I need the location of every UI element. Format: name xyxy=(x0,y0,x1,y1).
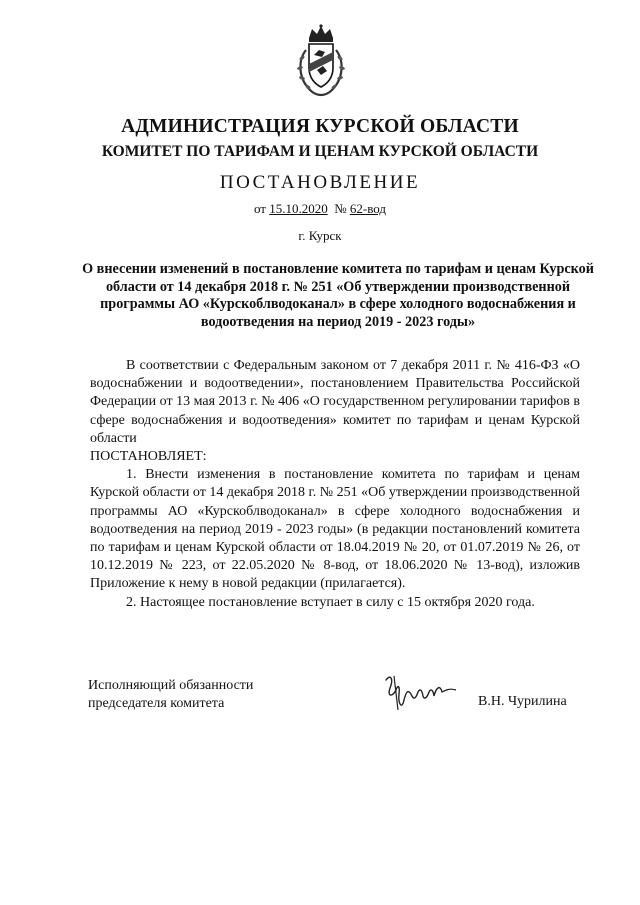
number-prefix: № xyxy=(327,201,350,216)
item-1-paragraph: 1. Внести изменения в постановление комитета по тарифам и ценам Курской области от 14 декабря 2018 г. № 251 «Об утверждении производственной программы АО «Курскоблводоканал» в сфере холодного водоснабжения и водоотведения на период 2019 - 2023 годы» (в редакции постановлений комитета по тарифам и ценам Курской области от 18.04.2019 № 20, от 01.07.2019 № 26, от 10.12.2019 № 223, от 22.05.2020 № 8-вод, от 18.06.2020 № 13-вод), изложив Приложение к нему в новой редакции (прилагается). xyxy=(90,467,580,592)
signer-position-line-2: председателя комитета xyxy=(88,696,225,711)
document-type-heading: ПОСТАНОВЛЕНИЕ xyxy=(219,172,421,193)
date-prefix: от xyxy=(253,201,270,216)
signer-position xyxy=(88,677,253,713)
document-number: 62-вод xyxy=(349,201,387,216)
signer-name: В.Н. Чурилина xyxy=(478,694,567,709)
resolves-keyword: ПОСТАНОВЛЯЕТ: xyxy=(90,449,207,465)
city-line: г. Курск xyxy=(298,228,342,243)
date-number-line xyxy=(0,201,640,217)
document-body xyxy=(90,357,580,612)
document-date: 15.10.2020 xyxy=(269,201,328,216)
document-subject: О внесении изменений в постановление комитета по тарифам и ценам Курской области от 14 декабря 2018 г. № 251 «Об утверждении производственной программы АО «Курскоблводоканал» в сфере холодного водоснабжения и водоотведения на период 2019 - 2023 годы» xyxy=(82,261,594,330)
handwritten-signature-icon xyxy=(380,670,460,718)
preamble-paragraph: В соответствии с Федеральным законом от 7 декабря 2011 г. № 416-ФЗ «О водоснабжении и водоотведении», постановлением Правительства Российской Федерации от 13 мая 2013 г. № 406 «О государственном регулировании тарифов в сфере водоснабжения и водоотведения» комитет по тарифам и ценам Курской области xyxy=(90,358,580,446)
organization-title: АДМИНИСТРАЦИЯ КУРСКОЙ ОБЛАСТИ xyxy=(121,116,519,137)
kursk-region-coat-of-arms-icon xyxy=(292,24,350,98)
signer-position-line-1: Исполняющий обязанности xyxy=(88,678,254,693)
item-2-paragraph: 2. Настоящее постановление вступает в силу с 15 октября 2020 года. xyxy=(126,594,535,610)
committee-title: КОМИТЕТ ПО ТАРИФАМ И ЦЕНАМ КУРСКОЙ ОБЛАСТИ xyxy=(101,143,539,160)
